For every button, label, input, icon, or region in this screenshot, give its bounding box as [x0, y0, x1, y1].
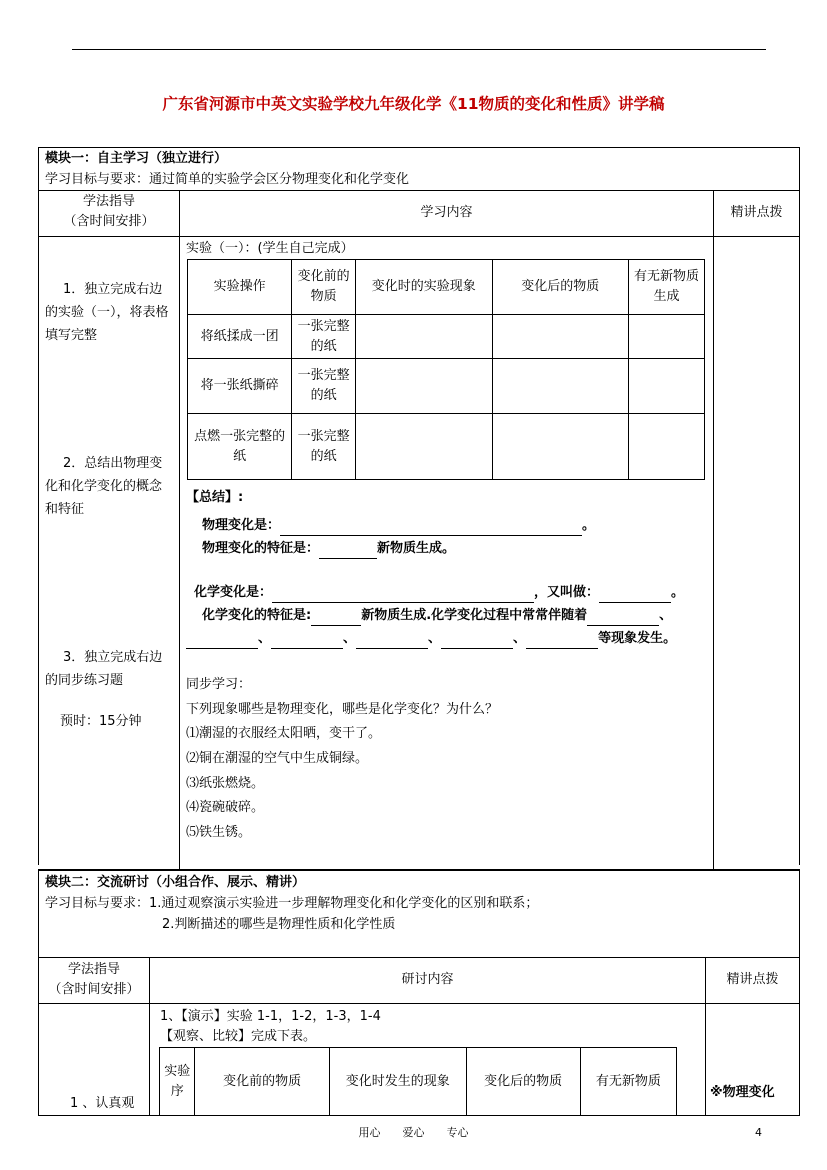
sync-item-4: ⑷瓷碗破碎。 [186, 800, 265, 815]
guide-step-2: 2．总结出物理变化和化学变化的概念和特征 [45, 456, 163, 517]
module2-content-header: 研讨内容 [401, 972, 454, 987]
sync-item-1: ⑴潮湿的衣服经太阳晒，变干了。 [186, 726, 382, 741]
table-row: 点燃一张完整的纸 一张完整的纸 [188, 414, 705, 480]
module1-tips-header: 精讲点拨 [730, 205, 783, 220]
sync-item-2: ⑵铜在潮湿的空气中生成铜绿。 [186, 751, 369, 766]
blank-line[interactable] [441, 634, 513, 649]
th-new-substance: 有无新物质 [580, 1048, 676, 1116]
summary-label: 【总结】: [186, 490, 244, 505]
sync-title: 同步学习： [186, 677, 252, 692]
page-number: 4 [755, 1126, 762, 1139]
sync-item-3: ⑶纸张燃烧。 [186, 776, 265, 791]
module2-goal-2: 2.判断描述的哪些是物理性质和化学性质 [162, 917, 396, 932]
footer-text: 用心 爱心 专心 [358, 1126, 469, 1139]
header-rule [72, 49, 766, 50]
answer-cell[interactable] [629, 315, 705, 359]
answer-cell[interactable] [355, 359, 492, 414]
table-row: 将纸揉成一团 一张完整的纸 [188, 315, 705, 359]
blank-line[interactable] [526, 634, 598, 649]
demo-line: 1、【演示】实验 1-1，1-2，1-3，1-4 [160, 1009, 381, 1024]
document-title: 广东省河源市中英文实验学校九年级化学《11物质的变化和性质》讲学稿 [162, 95, 665, 113]
module2-goal-1: 学习目标与要求：1.通过观察演示实验进一步理解物理变化和化学变化的区别和联系； [45, 896, 539, 911]
answer-cell[interactable] [629, 359, 705, 414]
module2-tip: ※物理变化 [710, 1085, 775, 1100]
experiment-title: 实验（一）：(学生自己完成） [186, 241, 354, 256]
physical-change-feature: 物理变化的特征是： 新物质生成。 [202, 539, 455, 559]
module2-tips-header: 精讲点拨 [726, 972, 779, 987]
answer-cell[interactable] [492, 414, 629, 480]
th-operation: 实验操作 [188, 260, 292, 315]
module1-goal: 学习目标与要求：通过简单的实验学会区分物理变化和化学变化 [45, 172, 410, 187]
answer-cell[interactable] [355, 414, 492, 480]
th-phenomenon: 变化时发生的现象 [329, 1048, 466, 1116]
blank-line[interactable] [280, 521, 582, 536]
th-after: 变化后的物质 [466, 1048, 580, 1116]
module2-guide-step-1: 1 、认真观 [70, 1096, 135, 1111]
answer-cell[interactable] [355, 315, 492, 359]
physical-change-definition: 物理变化是： 。 [202, 516, 595, 536]
chemical-change-phenomena: 、 、 、 、 等现象发生。 [186, 629, 676, 649]
module2-guide-header: 学法指导 （含时间安排） [48, 962, 140, 997]
module2-header: 模块二：交流研讨（小组合作、展示、精讲） [45, 875, 306, 890]
th-new-substance: 有无新物质生成 [629, 260, 705, 315]
blank-line[interactable] [311, 611, 361, 626]
demo-table [159, 1047, 677, 1116]
guide-step-3: 3．独立完成右边的同步练习题 [45, 650, 163, 688]
blank-line[interactable] [319, 544, 377, 559]
chemical-change-definition: 化学变化是： ，又叫做： 。 [194, 583, 684, 603]
blank-line[interactable] [587, 611, 659, 626]
module1-guide-header: 学法指导 （含时间安排） [63, 194, 155, 229]
sync-question: 下列现象哪些是物理变化，哪些是化学变化？为什么？ [186, 702, 499, 717]
module1-header: 模块一：自主学习（独立进行） [45, 151, 228, 166]
observe-line: 【观察、比较】完成下表。 [160, 1029, 317, 1044]
guide-step-1: 1．独立完成右边的实验（一），将表格填写完整 [45, 282, 169, 343]
sync-item-5: ⑸铁生锈。 [186, 825, 252, 840]
blank-line[interactable] [272, 588, 534, 603]
guide-time: 预时：15分钟 [60, 714, 142, 729]
th-before: 变化前的物质 [195, 1048, 330, 1116]
answer-cell[interactable] [492, 359, 629, 414]
chemical-change-feature: 化学变化的特征是: 新物质生成.化学变化过程中常常伴随着 、 [202, 606, 672, 626]
th-after: 变化后的物质 [492, 260, 629, 315]
blank-line[interactable] [599, 588, 671, 603]
experiment-table [187, 259, 705, 480]
answer-cell[interactable] [492, 315, 629, 359]
th-sequence: 实验序 [160, 1048, 195, 1116]
module1-content-header: 学习内容 [420, 205, 473, 220]
blank-line[interactable] [271, 634, 343, 649]
answer-cell[interactable] [629, 414, 705, 480]
table-row: 将一张纸撕碎 一张完整的纸 [188, 359, 705, 414]
blank-line[interactable] [356, 634, 428, 649]
blank-line[interactable] [186, 634, 258, 649]
th-before: 变化前的物质 [292, 260, 356, 315]
th-phenomenon: 变化时的实验现象 [355, 260, 492, 315]
